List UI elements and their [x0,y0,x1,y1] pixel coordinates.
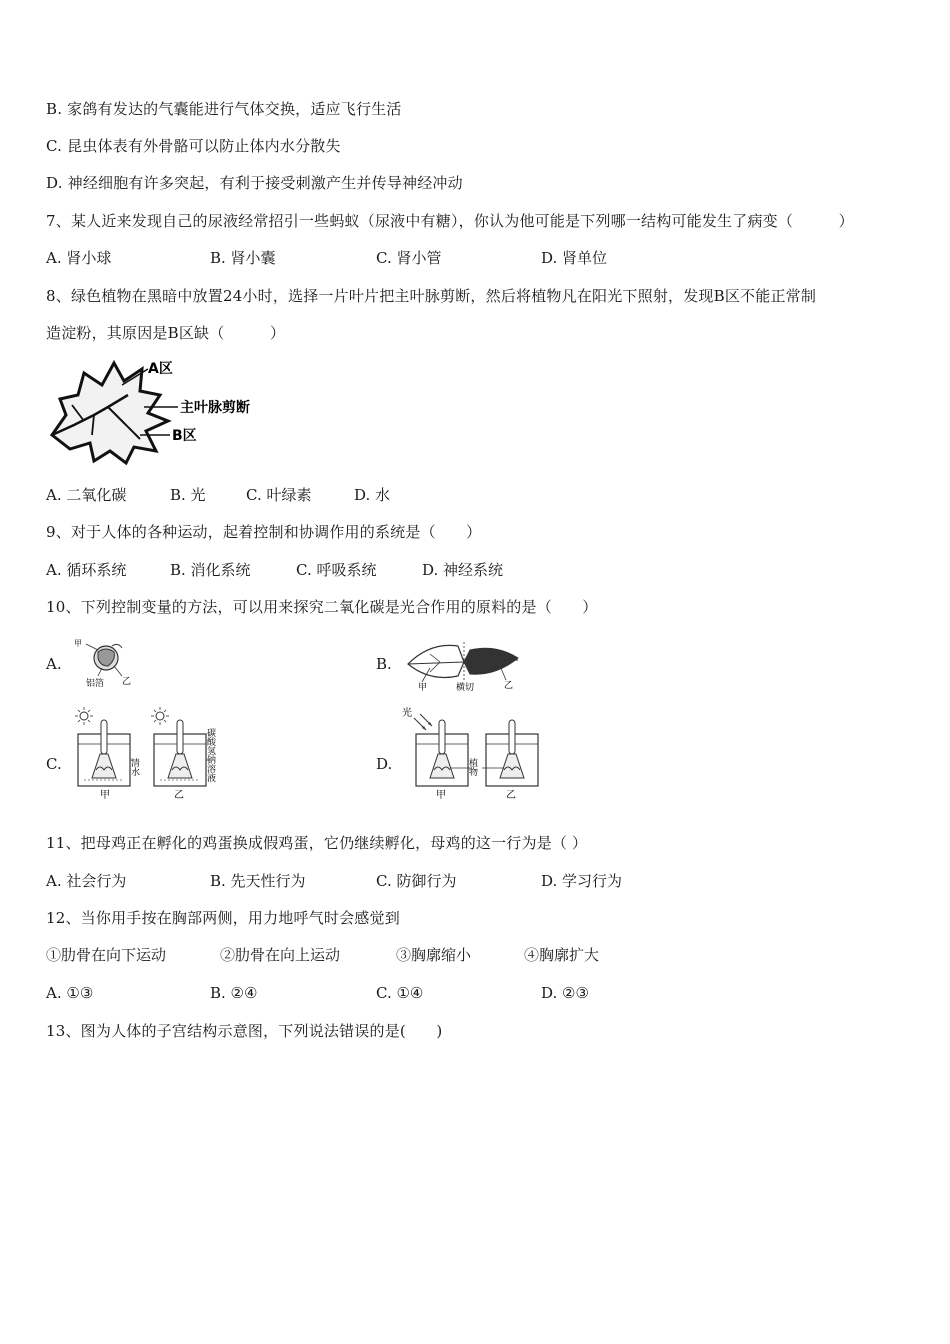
q8-option-a: A. 二氧化碳 [46,486,127,504]
q7-option-a: A. 肾小球 [46,249,112,267]
q10-option-c-letter: C. [46,755,62,773]
q11-option-c: C. 防御行为 [376,872,457,890]
q12-item-1: ①肋骨在向下运动 [46,946,167,964]
q10-option-d-letter: D. [376,755,393,773]
q8-label-a-zone: A区 [148,361,173,377]
q8-label-cut: 主叶脉剪断 [180,400,250,416]
q9-option-c: C. 呼吸系统 [296,561,377,579]
q12-option-d: D. ②③ [541,984,589,1002]
q12-item-4: ④胸廓扩大 [524,946,600,964]
q9-option-d: D. 神经系统 [422,561,504,579]
q10-d-label-light: 光 [402,708,412,719]
q7-option-d: D. 肾单位 [541,249,608,267]
q10-stem: 10、下列控制变量的方法，可以用来探究二氧化碳是光合作用的原料的是（ ） [46,598,598,616]
q7-option-c: C. 肾小管 [376,249,442,267]
q10-c-label-solution: 碳酸氢钠溶液 [205,728,215,782]
q8-option-b: B. 光 [170,486,206,504]
q7-option-b: B. 肾小囊 [210,249,276,267]
q10-option-a-letter: A. [46,655,62,673]
q12-option-b: B. ②④ [210,984,258,1002]
q13-stem: 13、图为人体的子宫结构示意图，下列说法错误的是( ) [46,1022,443,1040]
q8-stem-line1: 8、绿色植物在黑暗中放置24小时，选择一片叶片把主叶脉剪断，然后将植物凡在阳光下照射，发现B区不能正常制 [46,287,817,305]
q12-item-3: ③胸廓缩小 [396,946,472,964]
q10-b-label-jia: 甲 [418,683,428,692]
q11-stem: 11、把母鸡正在孵化的鸡蛋换成假鸡蛋，它仍继续孵化，母鸡的这一行为是（ ） [46,834,588,852]
q11-option-a: A. 社会行为 [46,872,127,890]
q8-option-c: C. 叶绿素 [246,486,312,504]
q10-a-label-jia: 甲 [74,639,82,648]
q10-d-label-yi: 乙 [506,790,516,800]
q8-stem-line2: 造淀粉，其原因是B区缺（ ） [46,324,286,342]
q10-option-a-figure [72,636,142,692]
q10-c-label-yi: 乙 [174,790,184,800]
q10-option-c-figure [70,704,234,800]
q12-stem: 12、当你用手按在胸部两侧，用力地呼气时会感觉到 [46,909,400,927]
q8-option-d: D. 水 [354,486,391,504]
q12-option-a: A. ①③ [46,984,94,1002]
q10-d-label-plant: 植物 [467,758,477,776]
q12-item-2: ②肋骨在向上运动 [220,946,341,964]
q6-option-b: B. 家鸽有发达的气囊能进行气体交换，适应飞行生活 [46,100,402,118]
q10-a-label-yi: 乙 [122,677,132,687]
q10-option-b-figure [400,632,522,692]
q10-b-label-yi: 乙 [504,681,514,691]
q12-option-c: C. ①④ [376,984,424,1002]
q9-option-b: B. 消化系统 [170,561,251,579]
q10-b-label-cut: 横切 [456,683,475,692]
q8-label-b-zone: B区 [172,428,197,444]
q9-stem: 9、对于人体的各种运动，起着控制和协调作用的系统是（ ） [46,523,482,541]
q9-option-a: A. 循环系统 [46,561,127,579]
q10-d-label-jia: 甲 [436,790,446,800]
q11-option-b: B. 先天性行为 [210,872,306,890]
q10-option-b-letter: B. [376,655,392,673]
q11-option-d: D. 学习行为 [541,872,623,890]
q8-leaf-figure [44,355,274,473]
q6-option-c: C. 昆虫体表有外骨骼可以防止体内水分散失 [46,137,341,155]
q10-c-label-water: 清水 [129,758,139,776]
q7-stem: 7、某人近来发现自己的尿液经常招引一些蚂蚁（尿液中有糖），你认为他可能是下列哪一结构可能发生了病变（ ） [46,212,854,230]
q10-option-d-figure [400,704,540,800]
q6-option-d: D. 神经细胞有许多突起，有利于接受刺激产生并传导神经冲动 [46,174,463,192]
q10-a-label-foil: 铝箔 [86,679,105,689]
q10-c-label-jia: 甲 [100,790,110,800]
